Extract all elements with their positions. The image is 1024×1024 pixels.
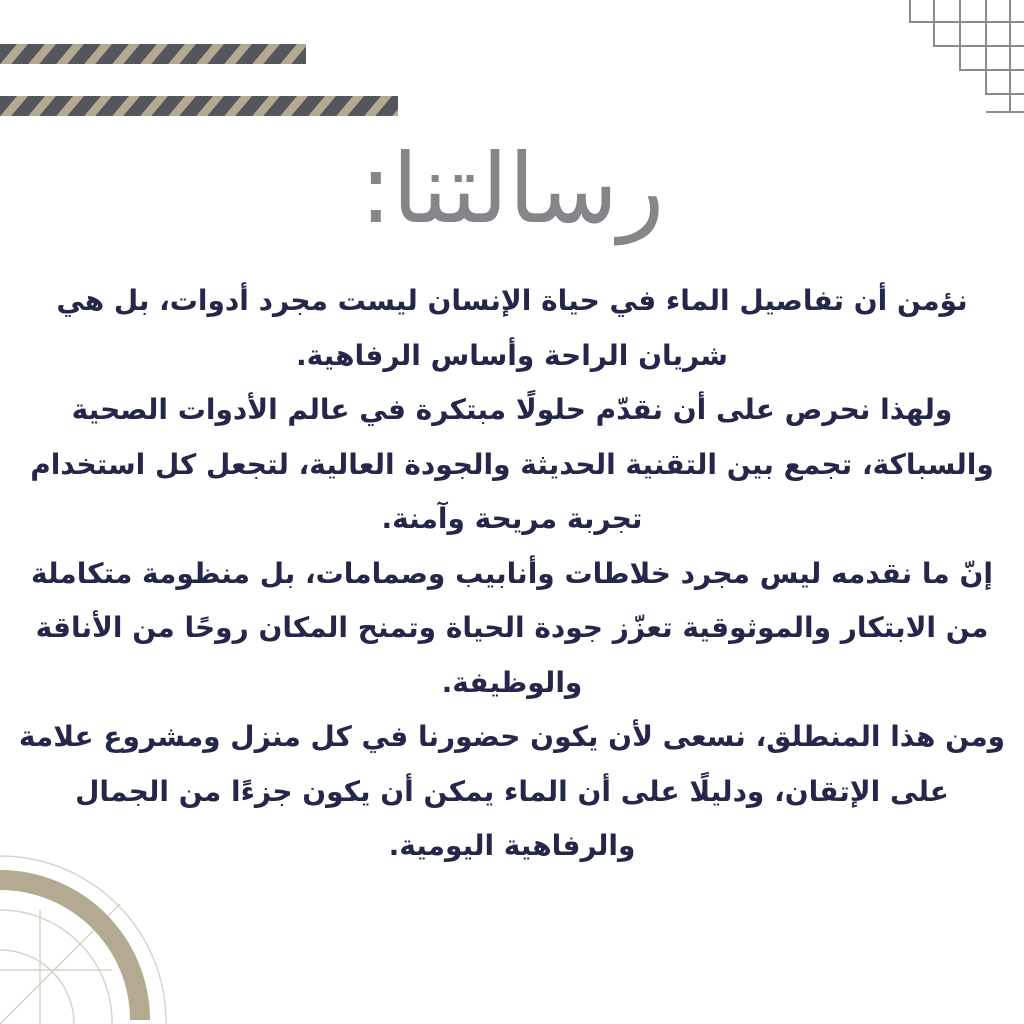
page-title: رسالتنا: (359, 133, 665, 245)
paragraph: ولهذا نحرص على أن نقدّم حلولًا مبتكرة في عالم الأدوات الصحية والسباكة، تجمع بين التقنية الحديثة والجودة العالية، لتجعل كل استخدام تجربة مريحة وآمنة. (30, 393, 994, 535)
mission-text (10, 274, 1014, 874)
diagonal-stripe-bar-top (0, 44, 306, 64)
paragraph: نؤمن أن تفاصيل الماء في حياة الإنسان ليست مجرد أدوات، بل هي شريان الراحة وأساس الرفاهية. (56, 284, 968, 372)
paragraph: إنّ ما نقدمه ليس مجرد خلاطات وأنابيب وصمامات، بل منظومة متكاملة من الابتكار والموثوقية تعزّز جودة الحياة وتمنح المكان روحًا من الأناقة والوظيفة. (31, 556, 993, 699)
arch-decoration (0, 850, 174, 1024)
diagonal-stripe-bar-bottom (0, 96, 398, 116)
paragraph: ومن هذا المنطلق، نسعى لأن يكون حضورنا في كل منزل ومشروع علامة على الإتقان، ودليلًا على أن الماء يمكن أن يكون جزءًا من الجمال والرفاهية اليومية. (18, 720, 1006, 862)
grid-decoration (900, 0, 1024, 114)
